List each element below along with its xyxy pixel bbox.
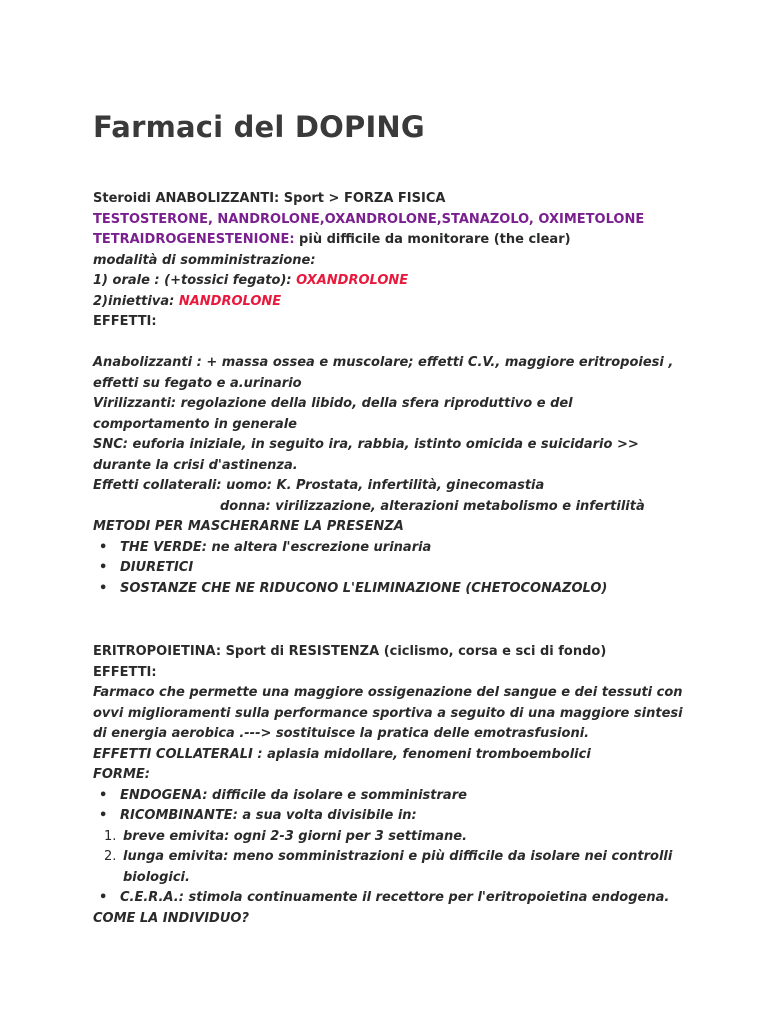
- come-individuo: COME LA INDIVIDUO?: [93, 910, 249, 926]
- iniettiva-label: 2)iniettiva:: [93, 293, 179, 309]
- iniettiva-line: [93, 292, 693, 313]
- orale-line: [93, 271, 693, 292]
- section-heading-steroidi: Steroidi ANABOLIZZANTI: Sport > FORZA FISICA: [93, 191, 446, 206]
- bullet-icon: •: [99, 808, 108, 823]
- numbered-item: [93, 847, 693, 888]
- spacer: [93, 599, 693, 640]
- spacer: [93, 333, 693, 354]
- list-item: [93, 806, 693, 827]
- list-item-text: THE VERDE: ne altera l'escrezione urinaria: [120, 539, 432, 555]
- orale-label: 1) orale : (+tossici fegato):: [93, 273, 297, 288]
- collaterali-uomo: Effetti collaterali: uomo: K. Prostata, infertilità, ginecomastia: [93, 478, 545, 493]
- tetra-rest: più difficile da monitorare (the clear): [294, 232, 571, 247]
- forme-heading: FORME:: [93, 767, 150, 782]
- metodi-heading: METODI PER MASCHERARNE LA PRESENZA: [93, 519, 404, 534]
- orale-drug: OXANDROLONE: [296, 273, 409, 288]
- bullet-icon: •: [99, 560, 108, 575]
- section-heading-eritropoietina: ERITROPOIETINA: Sport di RESISTENZA (ciclismo, corsa e sci di fondo): [93, 644, 607, 659]
- page-title: Farmaci del DOPING: [93, 110, 425, 144]
- list-item-text: DIURETICI: [120, 560, 194, 575]
- snc-text: SNC: euforia iniziale, in seguito ira, rabbia, istinto omicida e suicidario >> durante la crisi d'astinenza.: [93, 437, 639, 473]
- effetti-collaterali: EFFETTI COLLATERALI : aplasia midollare, fenomeni tromboembolici: [93, 746, 591, 762]
- list-item: [93, 786, 693, 807]
- effetti-heading: EFFETTI:: [93, 314, 157, 329]
- collaterali-donna: donna: virilizzazione, alterazioni metabolismo e infertilità: [220, 498, 645, 514]
- number-marker: 2.: [104, 849, 117, 864]
- bullet-icon: •: [99, 890, 108, 905]
- numbered-item-text: breve emivita: ogni 2-3 giorni per 3 settimane.: [123, 828, 468, 844]
- tetra-label: TETRAIDROGENESTENIONE:: [93, 232, 295, 247]
- bullet-icon: •: [99, 787, 108, 803]
- modalita-label: modalità di somministrazione:: [93, 252, 316, 268]
- numbered-item: [93, 827, 693, 848]
- numbered-item-text: lunga emivita: meno somministrazioni e più difficile da isolare nei controlli biologici.: [123, 849, 673, 885]
- bullet-icon: •: [99, 580, 108, 596]
- list-item-text: C.E.R.A.: stimola continuamente il recettore per l'eritropoietina endogena.: [120, 890, 670, 905]
- effetti-heading-2: EFFETTI:: [93, 664, 157, 680]
- list-item: [93, 558, 693, 579]
- eritropoietina-description: Farmaco che permette una maggiore ossigenazione del sangue e dei tessuti con ovvi miglioramenti sulla performance sportiva a seguito di una maggiore sintesi di energia aerobica .---> sostituisce la pratica delle emotrasfusioni.: [93, 685, 683, 741]
- virilizzanti-text: Virilizzanti: regolazione della libido, della sfera riproduttivo e del comportamento in generale: [93, 396, 573, 432]
- iniettiva-drug: NANDROLONE: [178, 293, 282, 309]
- list-item-text: ENDOGENA: difficile da isolare e somministrare: [120, 787, 467, 803]
- list-item-text: RICOMBINANTE: a sua volta divisibile in:: [120, 808, 417, 823]
- tetra-line: [93, 230, 693, 251]
- list-item: [93, 888, 693, 909]
- list-item: [93, 579, 693, 600]
- list-item: [93, 538, 693, 559]
- steroid-list: TESTOSTERONE, NANDROLONE,OXANDROLONE,STANAZOLO, OXIMETOLONE: [93, 211, 645, 227]
- number-marker: 1.: [104, 828, 117, 844]
- anabolizzanti-text: Anabolizzanti : + massa ossea e muscolare; effetti C.V., maggiore eritropoiesi , effetti su fegato e a.urinario: [93, 355, 674, 391]
- document-body: [93, 189, 693, 929]
- bullet-icon: •: [99, 539, 108, 555]
- list-item-text: SOSTANZE CHE NE RIDUCONO L'ELIMINAZIONE (CHETOCONAZOLO): [120, 580, 608, 596]
